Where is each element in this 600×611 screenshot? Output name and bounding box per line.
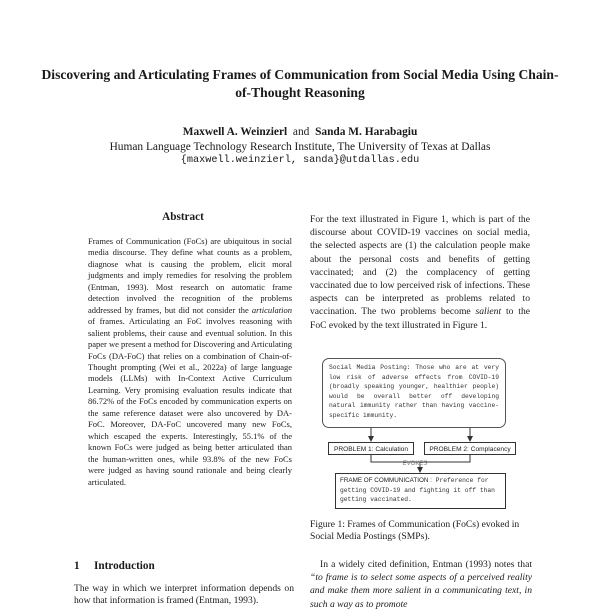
- abstract-body: [88, 236, 292, 488]
- right-column-paragraph-1: [310, 213, 530, 332]
- frame-of-communication-box: [335, 473, 506, 509]
- frame-label: FRAME OF COMMUNICATION :: [340, 477, 432, 484]
- paper-title: Discovering and Articulating Frames of Communication from Social Media Using Chain-of-Thought Reasoning: [41, 67, 559, 100]
- abstract-text-2: of frames. Articulating an FoC involves reasoning with salient problems, their cause and eventual solution. In this paper we present a method for Discovering and Articulating FoCs (DA-FoC) that relies on a combination of Chain-of-Thought prompting (Wei et al., 2022a) of large language models (LLMs) with In-Context Active Curriculum Learning. Very promising evaluation results indicate that 86.72% of the FoCs encoded by communication experts on the same reference dataset were also uncovered by DA-FoC. Moreover, DA-FoC uncovered many new FoCs, which escaped the experts. Interestingly, 55.1% of the known FoCs were judged as being better articulated than the human-written ones, while 93.8% of the new FoCs were judged as having sound rationale and being clearly articulated.: [88, 316, 292, 487]
- abstract-heading: Abstract: [162, 211, 204, 223]
- frame-text: Preference for getting COVID-19 and fighting it off than getting vaccinated.: [340, 477, 495, 504]
- figure-caption: Figure 1: Frames of Communication (FoCs) evoked in Social Media Postings (SMPs).: [310, 519, 520, 542]
- para2-text-1: In a widely cited definition, Entman (1993) notes that: [320, 559, 532, 570]
- author-1: Maxwell A. Weinzierl: [182, 126, 288, 138]
- para2-quote: “to frame is to select some aspects of a perceived reality and make them more salient in a communicating text, in such a way as to promote: [310, 572, 532, 610]
- introduction-text: The way in which we interpret information depends on how that information is framed (Entman, 1993).: [74, 583, 294, 606]
- section-title: Introduction: [94, 560, 155, 572]
- posting-text: Those who are at very low risk of adverse effects from COVID-19 (broadly speaking younger, healthier people) would be overall better off developing natural immunity rather than having vaccine-specific immunity.: [329, 364, 499, 419]
- author-names: [40, 125, 560, 140]
- figure-posting-box: [322, 358, 506, 428]
- evokes-label: EVOKES: [402, 461, 428, 467]
- problem-1-box: PROBLEM 1: Calculation: [328, 442, 414, 455]
- author-email: {maxwell.weinzierl, sanda}@utdallas.edu: [180, 155, 420, 166]
- author-conjunction: and: [292, 126, 310, 138]
- section-heading-introduction: [74, 560, 294, 572]
- right-column-paragraph-2: [310, 558, 532, 611]
- para1-italic: salient: [475, 306, 502, 318]
- para1-text-2: to the FoC evoked by the text illustrated in Figure 1.: [310, 306, 531, 331]
- abstract-italic: articulation: [251, 304, 292, 315]
- author-2: Sanda M. Harabagiu: [315, 126, 418, 138]
- para1-text-1: For the text illustrated in Figure 1, which is part of the discourse about COVID-19 vaccines on social media, the selected aspects are (1) the calculation people make about the personal costs and benefits of getting vaccinated; and (2) the complacency of getting vaccinated due to low perceived risk of infections. These aspects can be interpreted as problems related to vaccination. The two problems become: [310, 214, 530, 318]
- affiliation: Human Language Technology Research Institute, The University of Texas at Dallas: [109, 140, 491, 153]
- section-number: 1: [74, 560, 80, 572]
- problem-2-box: PROBLEM 2: Complacency: [424, 442, 516, 455]
- abstract-text-1: Frames of Communication (FoCs) are ubiquitous in social media discourse. They define what counts as a problem, diagnose what is causing the problem, elicit moral judgments and imply remedies for resolving the problem (Entman, 1993). Most research on automatic frame detection involved the recognition of the problems addressed by frames, but did not consider the: [88, 236, 292, 315]
- posting-label: Social Media Posting:: [329, 364, 411, 371]
- author-block: [40, 125, 560, 169]
